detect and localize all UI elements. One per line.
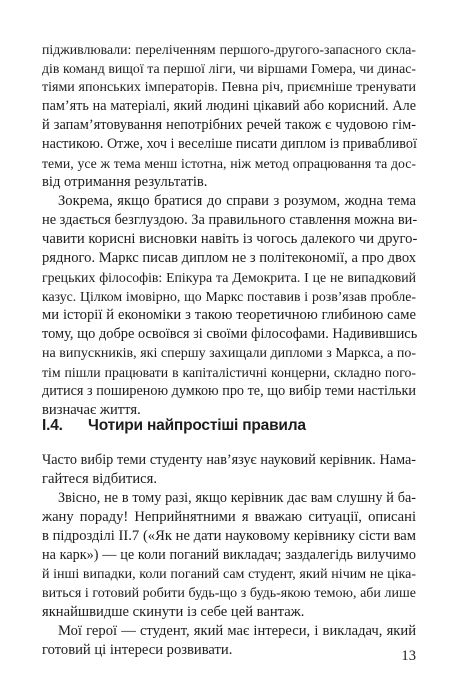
text-line: готовий ці інтереси розвивати. — [42, 642, 233, 658]
text-line: тому, що добре освоївся зі своїми філософами. Надивившись — [42, 326, 418, 342]
section-number: I.4. — [42, 417, 63, 434]
text-line: теми, усе ж тема менш істотна, ніж метод опрацювання та дос- — [42, 156, 416, 171]
text-line: не здається безглуздою. За правильного ставлення можна ви- — [42, 212, 418, 228]
text-line: чавити корисні висновки навіть із чогось далекого чи друго- — [42, 231, 418, 247]
section-heading — [42, 415, 306, 437]
text-line: на випускників, які спершу захищали дипломи з Маркса, а по- — [42, 346, 416, 361]
text-line: якнайшвидше скинути із себе цей вантаж. — [42, 604, 305, 620]
text-line: настикою. Отже, хоч і веселіше писати диплом із привабливої — [42, 136, 417, 152]
text-line: визначає життя. — [42, 402, 141, 418]
text-line: й запам’ятовування непотрібних речей також є чудовою гім- — [42, 117, 416, 133]
text-line: дитися з поширеною думкою про те, що вибір теми настільки — [42, 383, 416, 399]
text-line: Мої герої — студент, який має інтереси, і викладач, який — [58, 623, 416, 639]
text-line: на карк») — це коли поганий викладач; заздалегідь вилучимо — [42, 547, 416, 563]
text-line: й інші випадки, коли поганий сам студент, який нічим не ціка- — [42, 567, 416, 582]
text-line: рядного. Маркс писав диплом не з політекономії, а про двох — [42, 250, 417, 266]
text-line: пам’ять на матеріалі, який людині цікавий або корисний. Але — [42, 98, 416, 114]
text-line: в підрозділі II.7 («Як не дати науковому керівнику сісти вам — [42, 528, 416, 544]
section-title: Чотири найпростіші правила — [88, 417, 306, 434]
text-line: Часто вибір теми студенту нав’язує науковий керівник. Нама- — [42, 452, 416, 468]
text-line: Зокрема, якщо братися до справи з розумом, жодна тема — [58, 193, 416, 209]
text-line: від отримання результатів. — [42, 174, 208, 190]
text-line: гайтеся відбитися. — [42, 471, 157, 487]
text-line: тіями японських імператорів. Певна річ, приємніше тренувати — [42, 80, 416, 95]
text-line: дів команд вищої та першої ліги, чи віршами Гомера, чи динас- — [42, 61, 416, 76]
text-line: підживлювали: переліченням першого-другого-запасного скла- — [42, 42, 416, 57]
text-line: жану пораду! Неприйнятними я вважаю ситуації, описані — [42, 509, 416, 525]
text-line: ми історії й економіки з такою теоретичною глибиною саме — [42, 307, 416, 323]
page-number: 13 — [401, 648, 416, 664]
text-line: казус. Цілком імовірно, що Маркс поставив і розв’язав пробле- — [42, 289, 416, 304]
text-line: Звісно, не в тому разі, якщо керівник дає вам слушну й ба- — [58, 490, 416, 506]
text-line: тім пішли працювати в капіталістичні концерни, складно пого- — [42, 365, 416, 380]
text-line: грецьких філософів: Епікура та Демокрита. І це не випадковий — [42, 270, 416, 285]
text-line: виться і готовий робити будь-що з будь-якою темою, аби лише — [42, 586, 416, 601]
